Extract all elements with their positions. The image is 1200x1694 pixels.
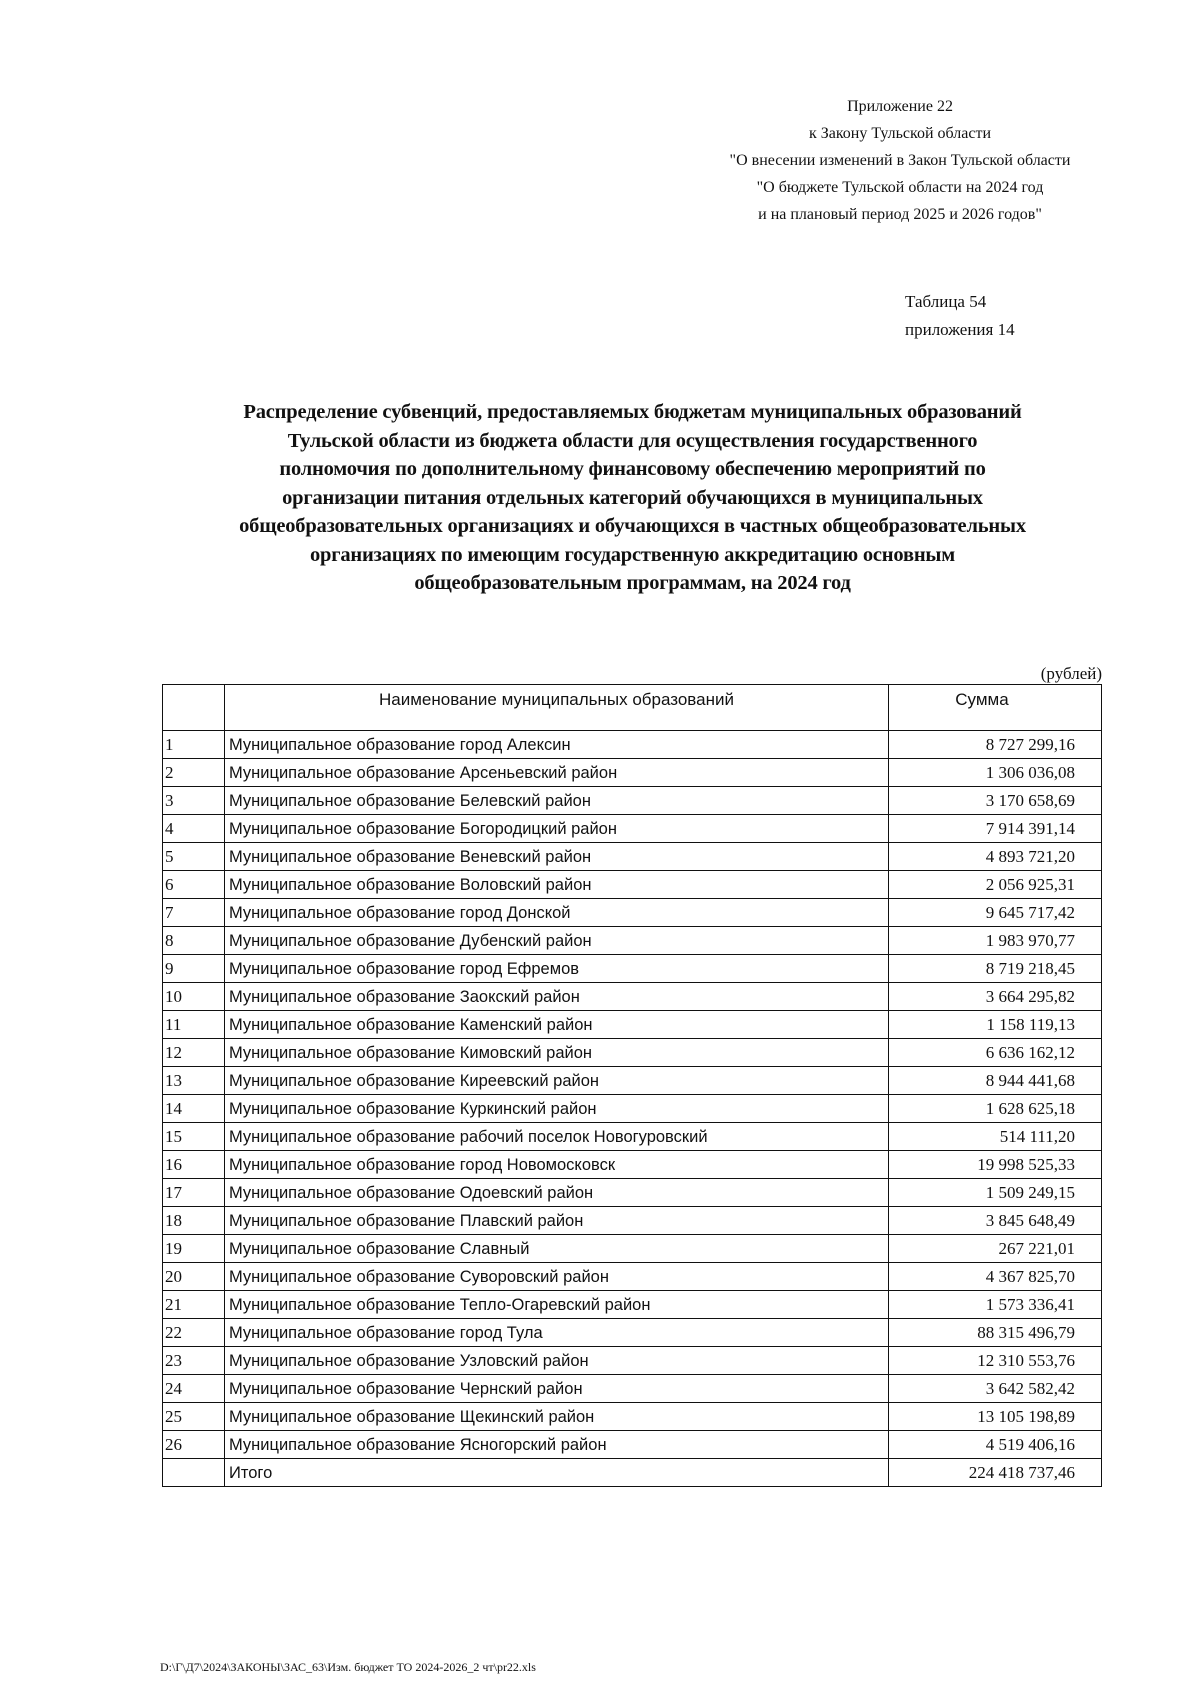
table-row <box>163 1095 1102 1123</box>
table-row <box>163 815 1102 843</box>
row-name: Муниципальное образование Воловский район <box>225 871 889 899</box>
row-sum: 3 664 295,82 <box>889 983 1102 1011</box>
row-sum: 6 636 162,12 <box>889 1039 1102 1067</box>
table-row <box>163 1347 1102 1375</box>
row-num: 4 <box>163 815 225 843</box>
row-sum: 3 845 648,49 <box>889 1207 1102 1235</box>
title-line: организациях по имеющим государственную аккредитацию основным <box>309 543 956 566</box>
table-row <box>163 1039 1102 1067</box>
table-row <box>163 1319 1102 1347</box>
table-row <box>163 1151 1102 1179</box>
annex-line: к Закону Тульской области <box>808 125 992 142</box>
row-num: 8 <box>163 927 225 955</box>
annex-line: "О внесении изменений в Закон Тульской области <box>729 152 1071 169</box>
table-row <box>163 787 1102 815</box>
table-row <box>163 1431 1102 1459</box>
row-sum: 3 170 658,69 <box>889 787 1102 815</box>
row-num: 12 <box>163 1039 225 1067</box>
subsidy-table <box>162 684 1102 1487</box>
table-row <box>163 759 1102 787</box>
row-name: Муниципальное образование Чернский район <box>225 1375 889 1403</box>
row-sum: 1 509 249,15 <box>889 1179 1102 1207</box>
table-row <box>163 871 1102 899</box>
row-num: 14 <box>163 1095 225 1123</box>
table-row <box>163 983 1102 1011</box>
units-label: (рублей) <box>1040 664 1102 683</box>
title-line: организации питания отдельных категорий обучающихся в муниципальных <box>282 486 983 509</box>
table-row <box>163 1375 1102 1403</box>
row-name: Муниципальное образование Славный <box>225 1235 889 1263</box>
document-title <box>160 398 1105 598</box>
row-name: Муниципальное образование Богородицкий район <box>225 815 889 843</box>
row-name: Муниципальное образование Куркинский район <box>225 1095 889 1123</box>
table-row <box>163 955 1102 983</box>
row-num: 25 <box>163 1403 225 1431</box>
row-num: 5 <box>163 843 225 871</box>
row-sum: 8 944 441,68 <box>889 1067 1102 1095</box>
row-sum: 2 056 925,31 <box>889 871 1102 899</box>
row-name: Муниципальное образование Дубенский район <box>225 927 889 955</box>
row-sum: 9 645 717,42 <box>889 899 1102 927</box>
row-num: 15 <box>163 1123 225 1151</box>
row-num: 2 <box>163 759 225 787</box>
title-line: общеобразовательных организациях и обучающихся в частных общеобразовательных <box>239 515 1026 537</box>
total-num <box>163 1459 225 1487</box>
row-name: Муниципальное образование Ясногорский район <box>225 1431 889 1459</box>
row-num: 17 <box>163 1179 225 1207</box>
row-name: Муниципальное образование Щекинский район <box>225 1403 889 1431</box>
row-name: Муниципальное образование Кимовский район <box>225 1039 889 1067</box>
row-name: Муниципальное образование город Ефремов <box>225 955 889 983</box>
row-sum: 267 221,01 <box>889 1235 1102 1263</box>
row-sum: 8 719 218,45 <box>889 955 1102 983</box>
header-name: Наименование муниципальных образований <box>225 685 889 731</box>
row-sum: 1 158 119,13 <box>889 1011 1102 1039</box>
table-number: Таблица 54 <box>905 292 987 311</box>
total-row <box>163 1459 1102 1487</box>
table-row <box>163 1011 1102 1039</box>
row-num: 9 <box>163 955 225 983</box>
row-sum: 7 914 391,14 <box>889 815 1102 843</box>
row-num: 3 <box>163 787 225 815</box>
table-header-row <box>163 685 1102 731</box>
row-sum: 88 315 496,79 <box>889 1319 1102 1347</box>
table-row <box>163 1291 1102 1319</box>
row-sum: 13 105 198,89 <box>889 1403 1102 1431</box>
header-sum: Сумма <box>889 685 1102 731</box>
row-num: 20 <box>163 1263 225 1291</box>
row-name: Муниципальное образование Арсеньевский район <box>225 759 889 787</box>
row-num: 23 <box>163 1347 225 1375</box>
appendix-number: приложения 14 <box>905 320 1015 339</box>
row-name: Муниципальное образование Узловский район <box>225 1347 889 1375</box>
annex-header <box>690 93 1110 228</box>
annex-line: Приложение 22 <box>847 98 953 115</box>
row-sum: 4 367 825,70 <box>889 1263 1102 1291</box>
row-num: 10 <box>163 983 225 1011</box>
row-num: 16 <box>163 1151 225 1179</box>
title-line: полномочия по дополнительному финансовому обеспечению мероприятий по <box>279 458 986 480</box>
row-num: 24 <box>163 1375 225 1403</box>
table-reference <box>905 288 1015 344</box>
row-num: 21 <box>163 1291 225 1319</box>
row-name: Муниципальное образование город Тула <box>225 1319 889 1347</box>
annex-line: и на плановый период 2025 и 2026 годов" <box>758 206 1042 223</box>
row-name: Муниципальное образование Веневский район <box>225 843 889 871</box>
row-name: Муниципальное образование Одоевский район <box>225 1179 889 1207</box>
row-name: Муниципальное образование Суворовский район <box>225 1263 889 1291</box>
row-num: 6 <box>163 871 225 899</box>
title-line: Тульской области из бюджета области для осуществления государственного <box>287 429 978 452</box>
table-row <box>163 1179 1102 1207</box>
header-num <box>163 685 225 731</box>
table-row <box>163 1207 1102 1235</box>
row-name: Муниципальное образование Плавский район <box>225 1207 889 1235</box>
row-sum: 4 519 406,16 <box>889 1431 1102 1459</box>
total-label: Итого <box>225 1459 889 1487</box>
total-sum: 224 418 737,46 <box>889 1459 1102 1487</box>
table-row <box>163 843 1102 871</box>
row-name: Муниципальное образование город Новомосковск <box>225 1151 889 1179</box>
row-name: Муниципальное образование рабочий поселок Новогуровский <box>225 1123 889 1151</box>
row-sum: 12 310 553,76 <box>889 1347 1102 1375</box>
row-num: 1 <box>163 731 225 759</box>
row-sum: 1 983 970,77 <box>889 927 1102 955</box>
row-num: 7 <box>163 899 225 927</box>
row-name: Муниципальное образование Заокский район <box>225 983 889 1011</box>
row-sum: 1 306 036,08 <box>889 759 1102 787</box>
file-path-footer: D:\Г\Д7\2024\ЗАКОНЫ\ЗАС_63\Изм. бюджет ТО 2024-2026_2 чт\pr22.xls <box>160 1660 536 1674</box>
row-num: 11 <box>163 1011 225 1039</box>
table-row <box>163 1263 1102 1291</box>
table-row <box>163 1123 1102 1151</box>
row-name: Муниципальное образование город Алексин <box>225 731 889 759</box>
row-num: 18 <box>163 1207 225 1235</box>
title-line: общеобразовательным программам, на 2024 год <box>414 572 851 594</box>
row-name: Муниципальное образование Белевский район <box>225 787 889 815</box>
row-sum: 8 727 299,16 <box>889 731 1102 759</box>
row-name: Муниципальное образование Тепло-Огаревский район <box>225 1291 889 1319</box>
row-num: 26 <box>163 1431 225 1459</box>
row-sum: 514 111,20 <box>889 1123 1102 1151</box>
row-sum: 1 573 336,41 <box>889 1291 1102 1319</box>
row-num: 13 <box>163 1067 225 1095</box>
table-row <box>163 1235 1102 1263</box>
row-name: Муниципальное образование Киреевский район <box>225 1067 889 1095</box>
row-num: 22 <box>163 1319 225 1347</box>
row-num: 19 <box>163 1235 225 1263</box>
table-row <box>163 1067 1102 1095</box>
row-sum: 4 893 721,20 <box>889 843 1102 871</box>
row-name: Муниципальное образование Каменский район <box>225 1011 889 1039</box>
row-sum: 3 642 582,42 <box>889 1375 1102 1403</box>
row-sum: 1 628 625,18 <box>889 1095 1102 1123</box>
row-sum: 19 998 525,33 <box>889 1151 1102 1179</box>
table-row <box>163 927 1102 955</box>
table-row <box>163 1403 1102 1431</box>
row-name: Муниципальное образование город Донской <box>225 899 889 927</box>
table-row <box>163 899 1102 927</box>
annex-line: "О бюджете Тульской области на 2024 год <box>756 179 1044 196</box>
title-line: Распределение субвенций, предоставляемых бюджетам муниципальных образований <box>243 401 1022 423</box>
table-row <box>163 731 1102 759</box>
